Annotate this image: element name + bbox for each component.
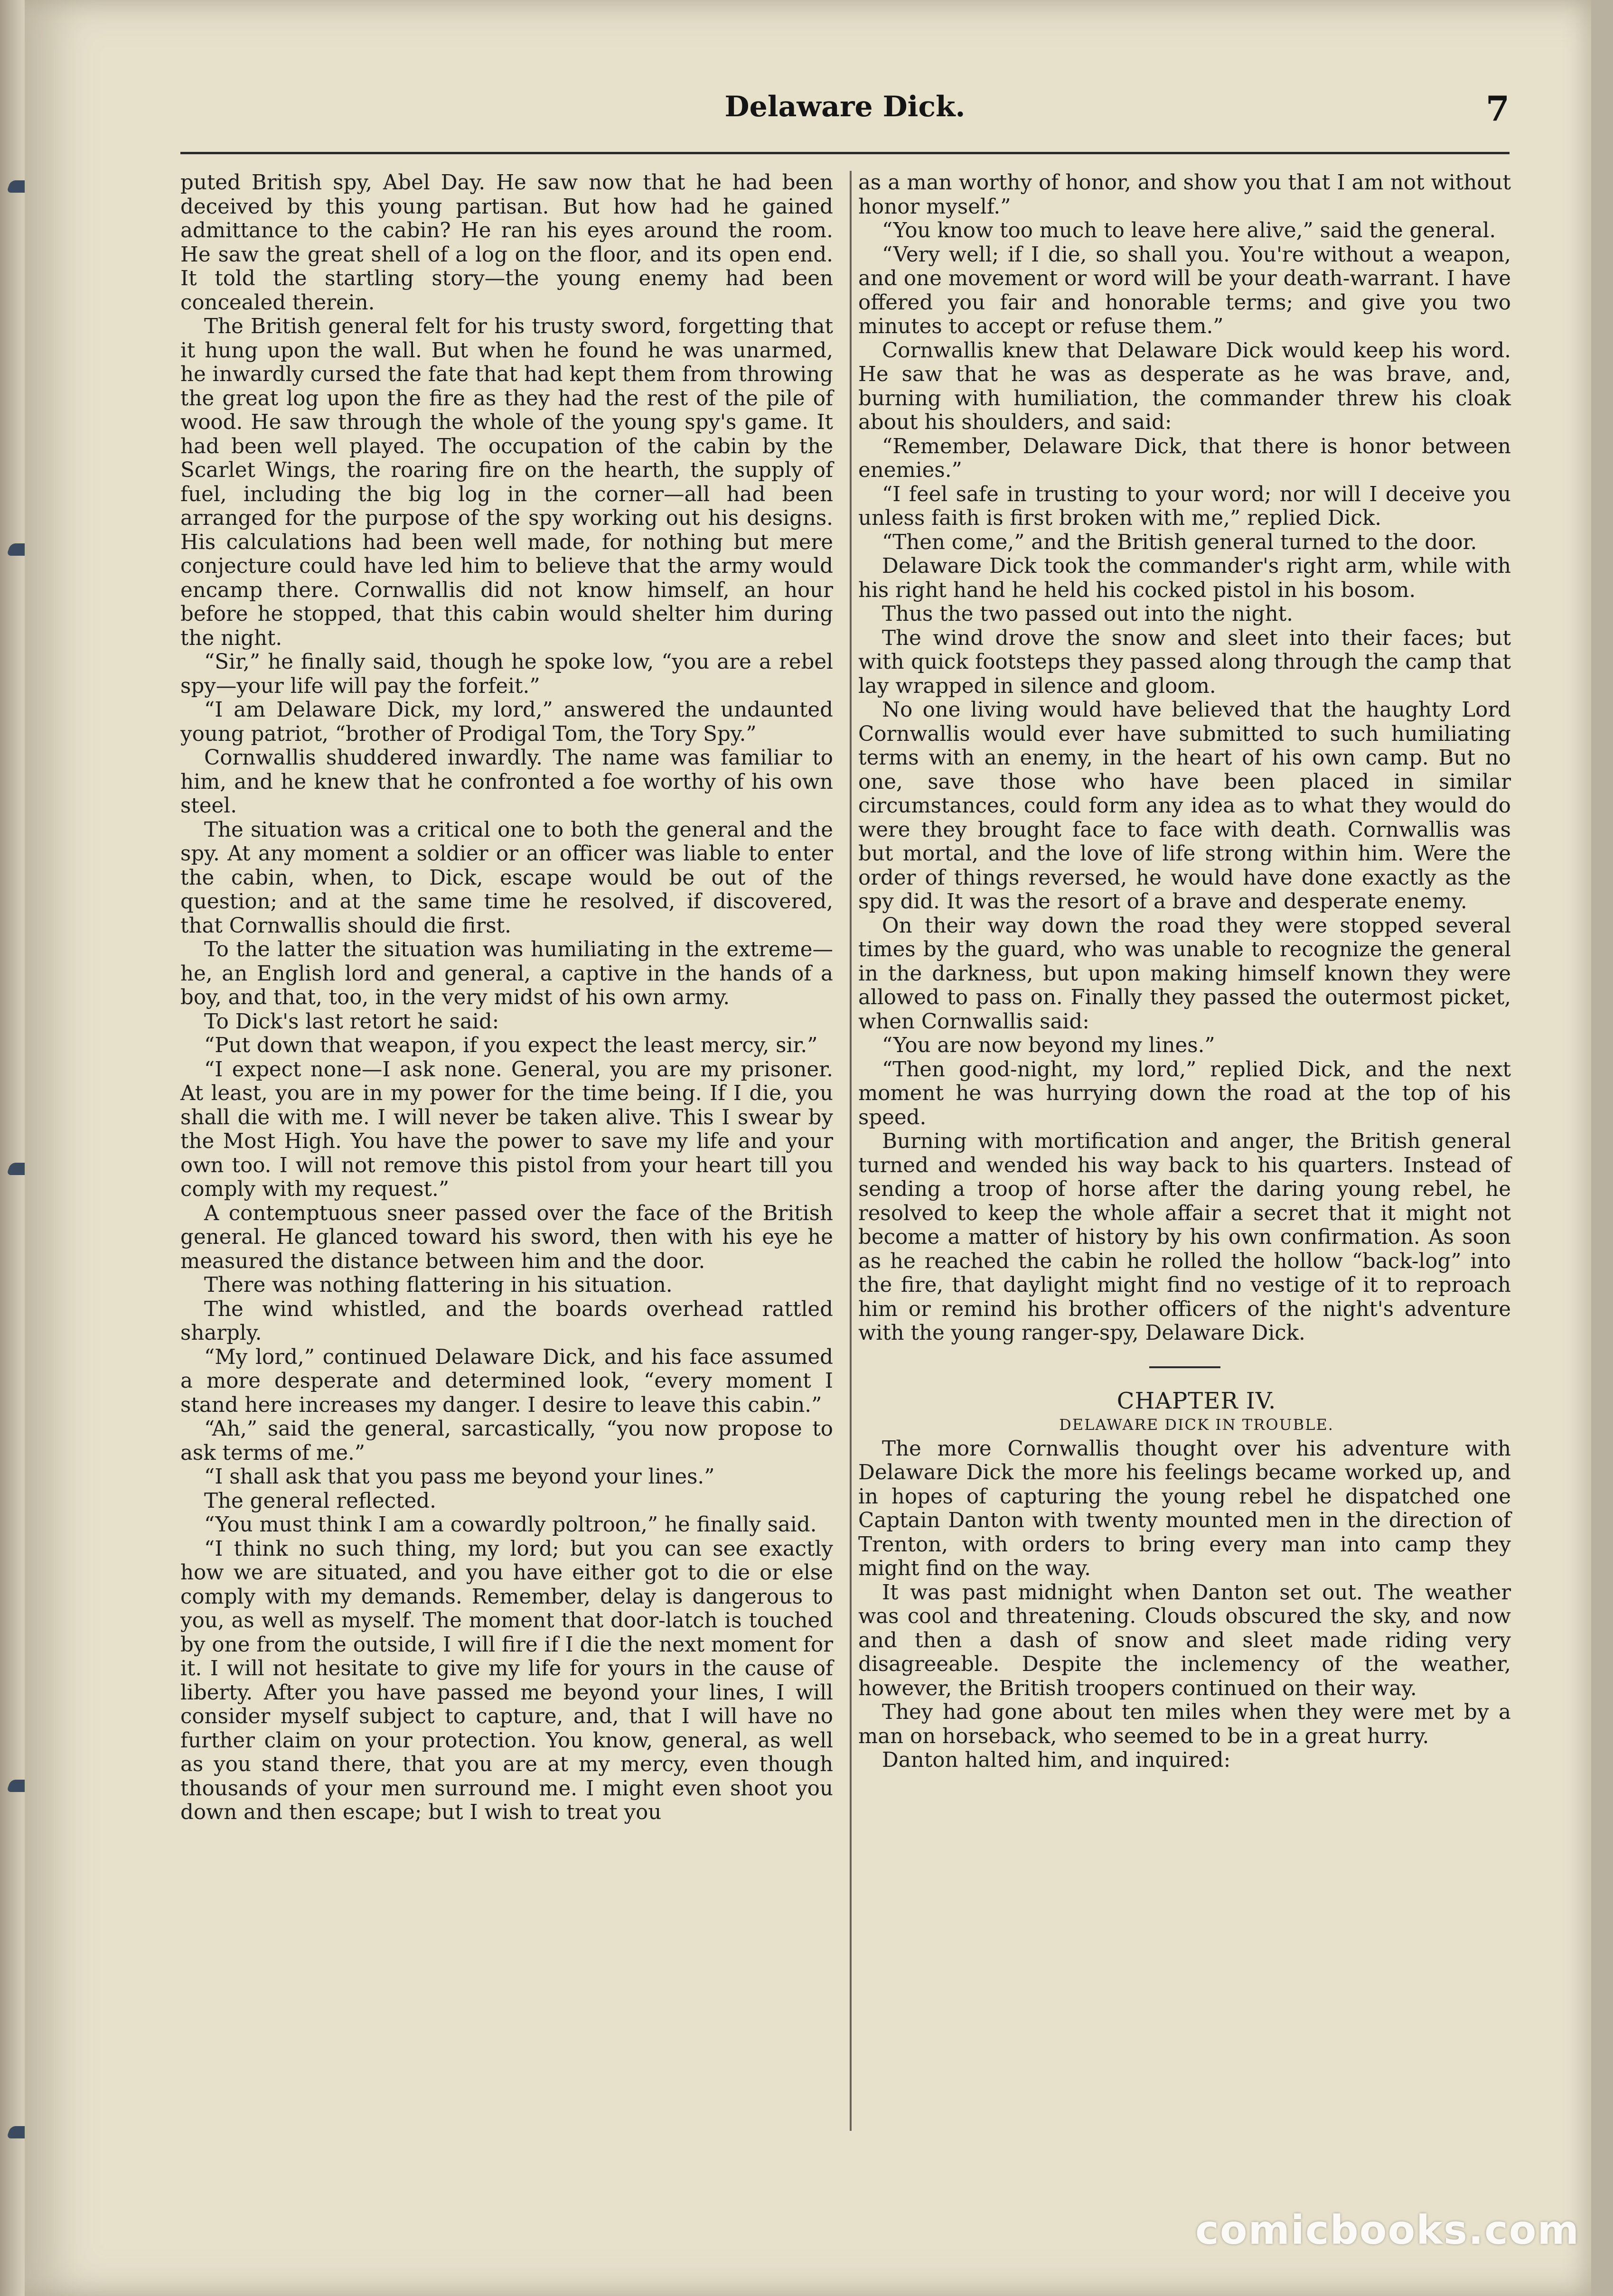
paragraph: Cornwallis shuddered inwardly. The name was familiar to him, and he knew that he confronted a foe worthy of his own steel. xyxy=(180,746,833,818)
paragraph: “Sir,” he finally said, though he spoke low, “you are a rebel spy—your life will pay the forfeit.” xyxy=(180,650,833,698)
paragraph: It was past midnight when Danton set out. The weather was cool and threatening. Clouds obscured the sky, and now and then a dash of snow and sleet made riding very disagreeable. Despite the inclemency of the weather, however, the British troopers continued on their way. xyxy=(858,1580,1511,1700)
section-separator xyxy=(1149,1366,1220,1368)
paragraph: To the latter the situation was humiliating in the extreme—he, an English lord and general, a captive in the hands of a boy, and that, too, in the very midst of his own army. xyxy=(180,938,833,1009)
right-column xyxy=(858,171,1511,1773)
running-title: Delaware Dick. xyxy=(724,90,966,123)
chapter-subtitle: DELAWARE DICK IN TROUBLE. xyxy=(1059,1416,1334,1434)
paragraph: “You are now beyond my lines.” xyxy=(882,1034,1215,1057)
paragraph: A contemptuous sneer passed over the face of the British general. He glanced toward his sword, then with his eye he measured the distance between him and the door. xyxy=(180,1201,833,1273)
site-watermark: comicbooks.com xyxy=(1195,2207,1580,2253)
paragraph: “Very well; if I die, so shall you. You're without a weapon, and one movement or word will be your death-warrant. I have offered you fair and honorable terms; and give you two minutes to accept or refuse them.” xyxy=(858,243,1511,338)
paragraph: “Remember, Delaware Dick, that there is honor between enemies.” xyxy=(858,434,1511,482)
paragraph: “Put down that weapon, if you expect the least mercy, sir.” xyxy=(204,1034,818,1057)
paragraph: They had gone about ten miles when they were met by a man on horseback, who seemed to be in a great hurry. xyxy=(858,1700,1511,1748)
paragraph: Burning with mortification and anger, the British general turned and wended his way back to his quarters. Instead of sending a troop of horse after the daring young rebel, he resolved to keep the whole affair a secret that it might not become a matter of history by his own confirmation. As soon as he reached the cabin he rolled the hollow “back-log” into the fire, that daylight might find no vestige of it to reproach him or remind his brother officers of the night's adventure with the young ranger-spy, Delaware Dick. xyxy=(858,1129,1511,1345)
paragraph: “Then good-night, my lord,” replied Dick, and the next moment he was hurrying down the road at the top of his speed. xyxy=(858,1057,1511,1129)
paragraph: “I feel safe in trusting to your word; nor will I deceive you unless faith is first broken with me,” replied Dick. xyxy=(858,482,1511,530)
paragraph: Delaware Dick took the commander's right arm, while with his right hand he held his cocked pistol in his bosom. xyxy=(858,554,1511,602)
paragraph: “I shall ask that you pass me beyond your lines.” xyxy=(204,1465,715,1489)
running-header xyxy=(180,90,1510,133)
paragraph: “You know too much to leave here alive,” said the general. xyxy=(882,219,1496,243)
paragraph: “My lord,” continued Delaware Dick, and his face assumed a more desperate and determined look, “every moment I stand here increases my danger. I desire to leave this cabin.” xyxy=(180,1345,833,1417)
column-divider xyxy=(850,171,852,2131)
paragraph: “I am Delaware Dick, my lord,” answered the undaunted young patriot, “brother of Prodigal Tom, the Tory Spy.” xyxy=(180,698,833,746)
paragraph: as a man worthy of honor, and show you that I am not without honor myself.” xyxy=(858,171,1511,219)
chapter-title: CHAPTER IV. xyxy=(1116,1387,1276,1414)
paragraph: The wind drove the snow and sleet into their faces; but with quick footsteps they passed along through the camp that lay wrapped in silence and gloom. xyxy=(858,626,1511,698)
paragraph: To Dick's last retort he said: xyxy=(204,1009,499,1034)
paragraph: The British general felt for his trusty sword, forgetting that it hung upon the wall. But when he found he was unarmed, he inwardly cursed the fate that had kept them from throwing the great log upon the fire as they had the rest of the pile of wood. He saw through the whole of the young spy's game. It had been well played. The occupation of the cabin by the Scarlet Wings, the roaring fire on the hearth, the supply of fuel, including the big log in the corner—all had been arranged for the purpose of the spy working out his designs. His calculations had been well made, for nothing but mere conjecture could have led him to believe that the army would encamp there. Cornwallis did not know himself, an hour before he stopped, that this cabin would shelter him during the night. xyxy=(180,315,833,650)
paragraph: Cornwallis knew that Delaware Dick would keep his word. He saw that he was as desperate as he was brave, and, burning with humiliation, the commander threw his cloak about his shoulders, and said: xyxy=(858,338,1511,434)
paragraph: puted British spy, Abel Day. He saw now that he had been deceived by this young partisan. But how had he gained admittance to the cabin? He ran his eyes around the room. He saw the great shell of a log on the floor, and its open end. It told the startling story—the young enemy had been concealed therein. xyxy=(180,171,833,315)
paragraph: “You must think I am a cowardly poltroon,” he finally said. xyxy=(204,1513,817,1537)
paragraph: “I think no such thing, my lord; but you can see exactly how we are situated, and you have either got to die or else comply with my demands. Remember, delay is dangerous to you, as well as myself. The moment that door-latch is touched by one from the outside, I will fire if I die the next moment for it. I will not hesitate to give my life for yours in the cause of liberty. After you have passed me beyond your lines, I will consider myself subject to capture, and, that I will have no further claim on your protection. You know, general, as well as you stand there, that you are at my mercy, even though thousands of your men surround me. I might even shoot you down and then escape; but I wish to treat you xyxy=(180,1537,833,1824)
paragraph: Thus the two passed out into the night. xyxy=(882,602,1293,626)
paragraph: The more Cornwallis thought over his adventure with Delaware Dick the more his feelings became worked up, and in hopes of capturing the young rebel he dispatched one Captain Danton with twenty mounted men in the direction of Trenton, with orders to bring every man into camp they might find on the way. xyxy=(858,1437,1511,1580)
paragraph: “Ah,” said the general, sarcastically, “you now propose to ask terms of me.” xyxy=(180,1417,833,1465)
paragraph: No one living would have believed that the haughty Lord Cornwallis would ever have submitted to such humiliating terms with an enemy, in the heart of his own camp. But no one, save those who have been placed in similar circumstances, could form any idea as to what they would do were they brought face to face with death. Cornwallis was but mortal, and the love of life strong within him. Were the order of things reversed, he would have done exactly as the spy did. It was the resort of a brave and desperate enemy. xyxy=(858,698,1511,914)
paragraph: “I expect none—I ask none. General, you are my prisoner. At least, you are in my power for the time being. If I die, you shall die with me. I will never be taken alive. This I swear by the Most High. You have the power to save my life and your own too. I will not remove this pistol from your heart till you comply with my request.” xyxy=(180,1057,833,1201)
paragraph: There was nothing flattering in his situation. xyxy=(204,1273,673,1297)
paragraph: The wind whistled, and the boards overhead rattled sharply. xyxy=(180,1297,833,1345)
paragraph: The situation was a critical one to both the general and the spy. At any moment a soldier or an officer was liable to enter the cabin, when, to Dick, escape would be out of the question; and at the same time he resolved, if discovered, that Cornwallis should die first. xyxy=(180,818,833,938)
paragraph: The general reflected. xyxy=(204,1489,436,1513)
left-column xyxy=(180,171,833,1825)
page-number: 7 xyxy=(1485,88,1510,129)
paragraph: Danton halted him, and inquired: xyxy=(882,1748,1231,1772)
paragraph: “Then come,” and the British general turned to the door. xyxy=(882,530,1477,554)
header-rule xyxy=(180,152,1510,154)
paragraph: On their way down the road they were stopped several times by the guard, who was unable to recognize the general in the darkness, but upon making himself known they were allowed to pass on. Finally they passed the outermost picket, when Cornwallis said: xyxy=(858,914,1511,1034)
